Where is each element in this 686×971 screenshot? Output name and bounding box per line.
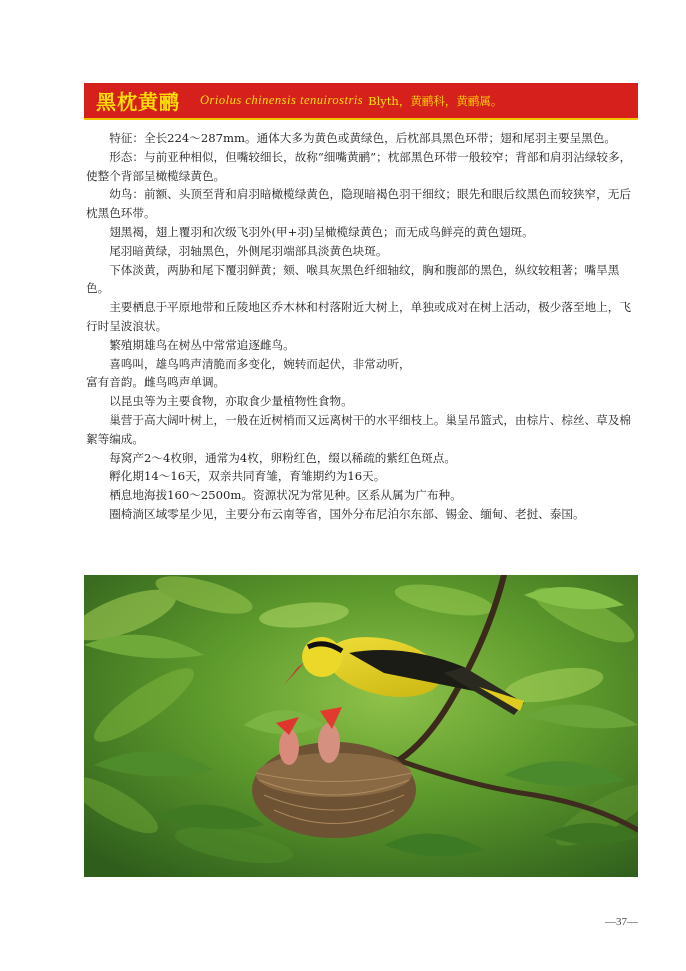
paragraph: 翅黑褐，翅上覆羽和次级飞羽外(甲+羽)呈橄榄绿黄色；而无成鸟鲜亮的黄色翅斑。	[109, 224, 534, 239]
paragraph: 每窝产2～4枚卵，通常为4枚，卵粉红色，缀以稀疏的紫红色斑点。	[109, 450, 456, 465]
paragraph: 喜鸣叫，雄鸟鸣声清脆而多变化，婉转而起伏，非常动听，	[109, 356, 411, 371]
page-number: —37—	[605, 916, 638, 928]
paragraph: 下体淡黄，两胁和尾下覆羽鲜黄；颏、喉具灰黑色纤细轴纹，胸和腹部的黑色，纵纹较粗著；嘴旱黑色。	[86, 262, 620, 296]
species-name-latin: Oriolus chinensis tenuirostris	[200, 93, 364, 107]
paragraph: 尾羽暗黄绿，羽轴黑色，外侧尾羽端部具淡黄色块斑。	[109, 243, 388, 258]
paragraph: 栖息地海拔160～2500m。资源状况为常见种。区系从属为广布种。	[109, 488, 462, 503]
species-description	[86, 129, 639, 524]
paragraph: 巢营于高大阔叶树上，一般在近树梢而又远离树干的水平细枝上。巢呈吊篮式，由棕片、棕丝、草及棉絮等编成。	[86, 412, 631, 446]
species-name-cn: 黑枕黄鹂	[96, 90, 180, 114]
paragraph: 孵化期14～16天，双亲共同育雏，育雏期约为16天。	[109, 469, 386, 484]
bird-feeding-chicks-photo	[84, 575, 638, 877]
species-title-bar	[84, 83, 638, 120]
paragraph: 形态：与前亚种相似，但嘴较细长，故称“细嘴黄鹂”；枕部黑色环带一般较窄；背部和肩羽沾绿较多，使整个背部呈橄榄绿黄色。	[86, 149, 632, 183]
paragraph: 繁殖期雄鸟在树丛中常常追逐雌鸟。	[109, 337, 295, 352]
paragraph: 特征：全长224～287mm。通体大多为黄色或黄绿色，后枕部具黑色环带；翅和尾羽主要呈黑色。	[109, 131, 616, 145]
paragraph: 圈椅淌区域零星少见，主要分布云南等省，国外分布尼泊尔东部、锡金、缅甸、老挝、泰国。	[109, 506, 585, 521]
paragraph: 以昆虫等为主要食物，亦取食少量植物性食物。	[109, 394, 353, 409]
paragraph: 富有音韵。雌鸟鸣声单调。	[86, 375, 226, 390]
species-taxonomy: Blyth，黄鹂科，黄鹂属。	[368, 93, 503, 108]
paragraph: 主要栖息于平原地带和丘陵地区乔木林和村落附近大树上，单独或成对在树上活动，极少落至地上，飞行时呈波浪状。	[86, 300, 631, 333]
paragraph: 幼鸟：前额、头顶至背和肩羽暗橄榄绿黄色，隐现暗褐色羽干细纹；眼先和眼后纹黑色而较狭窄，无后枕黑色环带。	[86, 187, 631, 221]
